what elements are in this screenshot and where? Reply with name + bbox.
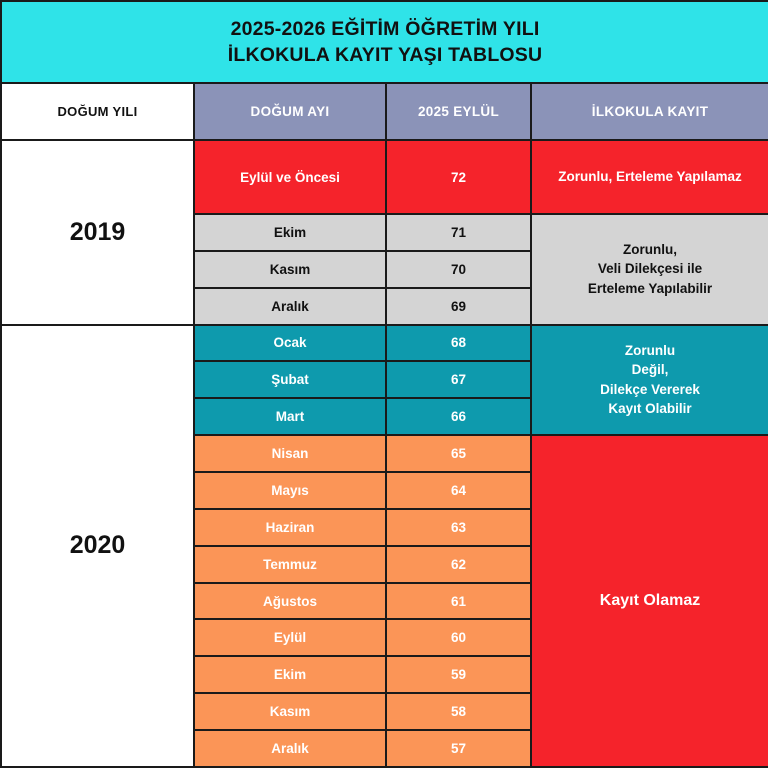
age-cell: 72 xyxy=(386,140,531,214)
age-cell: 58 xyxy=(386,693,531,730)
status-badge-optional xyxy=(531,325,768,436)
table-row xyxy=(1,325,768,362)
status-badge-not-allowed: Kayıt Olamaz xyxy=(531,435,768,767)
age-cell: 68 xyxy=(386,325,531,362)
header-row xyxy=(1,83,768,140)
title-line-2: İLKOKULA KAYIT YAŞI TABLOSU xyxy=(227,43,543,66)
age-cell: 65 xyxy=(386,435,531,472)
age-cell: 61 xyxy=(386,583,531,620)
month-cell: Eylül ve Öncesi xyxy=(194,140,386,214)
header-september-2025: 2025 EYLÜL xyxy=(386,83,531,140)
title-row xyxy=(1,1,768,83)
month-cell: Nisan xyxy=(194,435,386,472)
month-cell: Eylül xyxy=(194,619,386,656)
month-cell: Temmuz xyxy=(194,546,386,583)
status-line-3: Dilekçe Vererek xyxy=(600,381,700,397)
month-cell: Ocak xyxy=(194,325,386,362)
age-cell: 60 xyxy=(386,619,531,656)
month-cell: Mart xyxy=(194,398,386,435)
status-line-1: Zorunlu, xyxy=(623,241,678,257)
status-line-2: Veli Dilekçesi ile xyxy=(597,261,703,277)
header-birth-year: DOĞUM YILI xyxy=(1,83,194,140)
age-cell: 66 xyxy=(386,398,531,435)
status-badge-mandatory: Zorunlu, Erteleme Yapılamaz xyxy=(531,140,768,214)
title-line-1: 2025-2026 EĞİTİM ÖĞRETİM YILI xyxy=(230,17,540,40)
month-cell: Kasım xyxy=(194,251,386,288)
status-line-1: Zorunlu xyxy=(624,342,676,358)
status-line-4: Kayıt Olabilir xyxy=(608,401,692,417)
month-cell: Şubat xyxy=(194,361,386,398)
header-birth-month: DOĞUM AYI xyxy=(194,83,386,140)
month-cell: Mayıs xyxy=(194,472,386,509)
status-line-2: Değil, xyxy=(631,362,669,378)
year-cell-2019: 2019 xyxy=(1,140,194,324)
status-line-3: Erteleme Yapılabilir xyxy=(587,281,713,297)
age-cell: 64 xyxy=(386,472,531,509)
age-cell: 70 xyxy=(386,251,531,288)
age-cell: 59 xyxy=(386,656,531,693)
age-cell: 67 xyxy=(386,361,531,398)
year-cell-2020: 2020 xyxy=(1,325,194,767)
month-cell: Haziran xyxy=(194,509,386,546)
age-cell: 69 xyxy=(386,288,531,325)
header-school-registration: İLKOKULA KAYIT xyxy=(531,83,768,140)
age-cell: 71 xyxy=(386,214,531,251)
page-title xyxy=(1,1,768,83)
month-cell: Aralık xyxy=(194,288,386,325)
age-cell: 63 xyxy=(386,509,531,546)
month-cell: Aralık xyxy=(194,730,386,767)
table-row xyxy=(1,140,768,214)
month-cell: Ekim xyxy=(194,214,386,251)
status-badge-deferrable xyxy=(531,214,768,325)
month-cell: Ağustos xyxy=(194,583,386,620)
age-cell: 57 xyxy=(386,730,531,767)
age-cell: 62 xyxy=(386,546,531,583)
month-cell: Kasım xyxy=(194,693,386,730)
month-cell: Ekim xyxy=(194,656,386,693)
